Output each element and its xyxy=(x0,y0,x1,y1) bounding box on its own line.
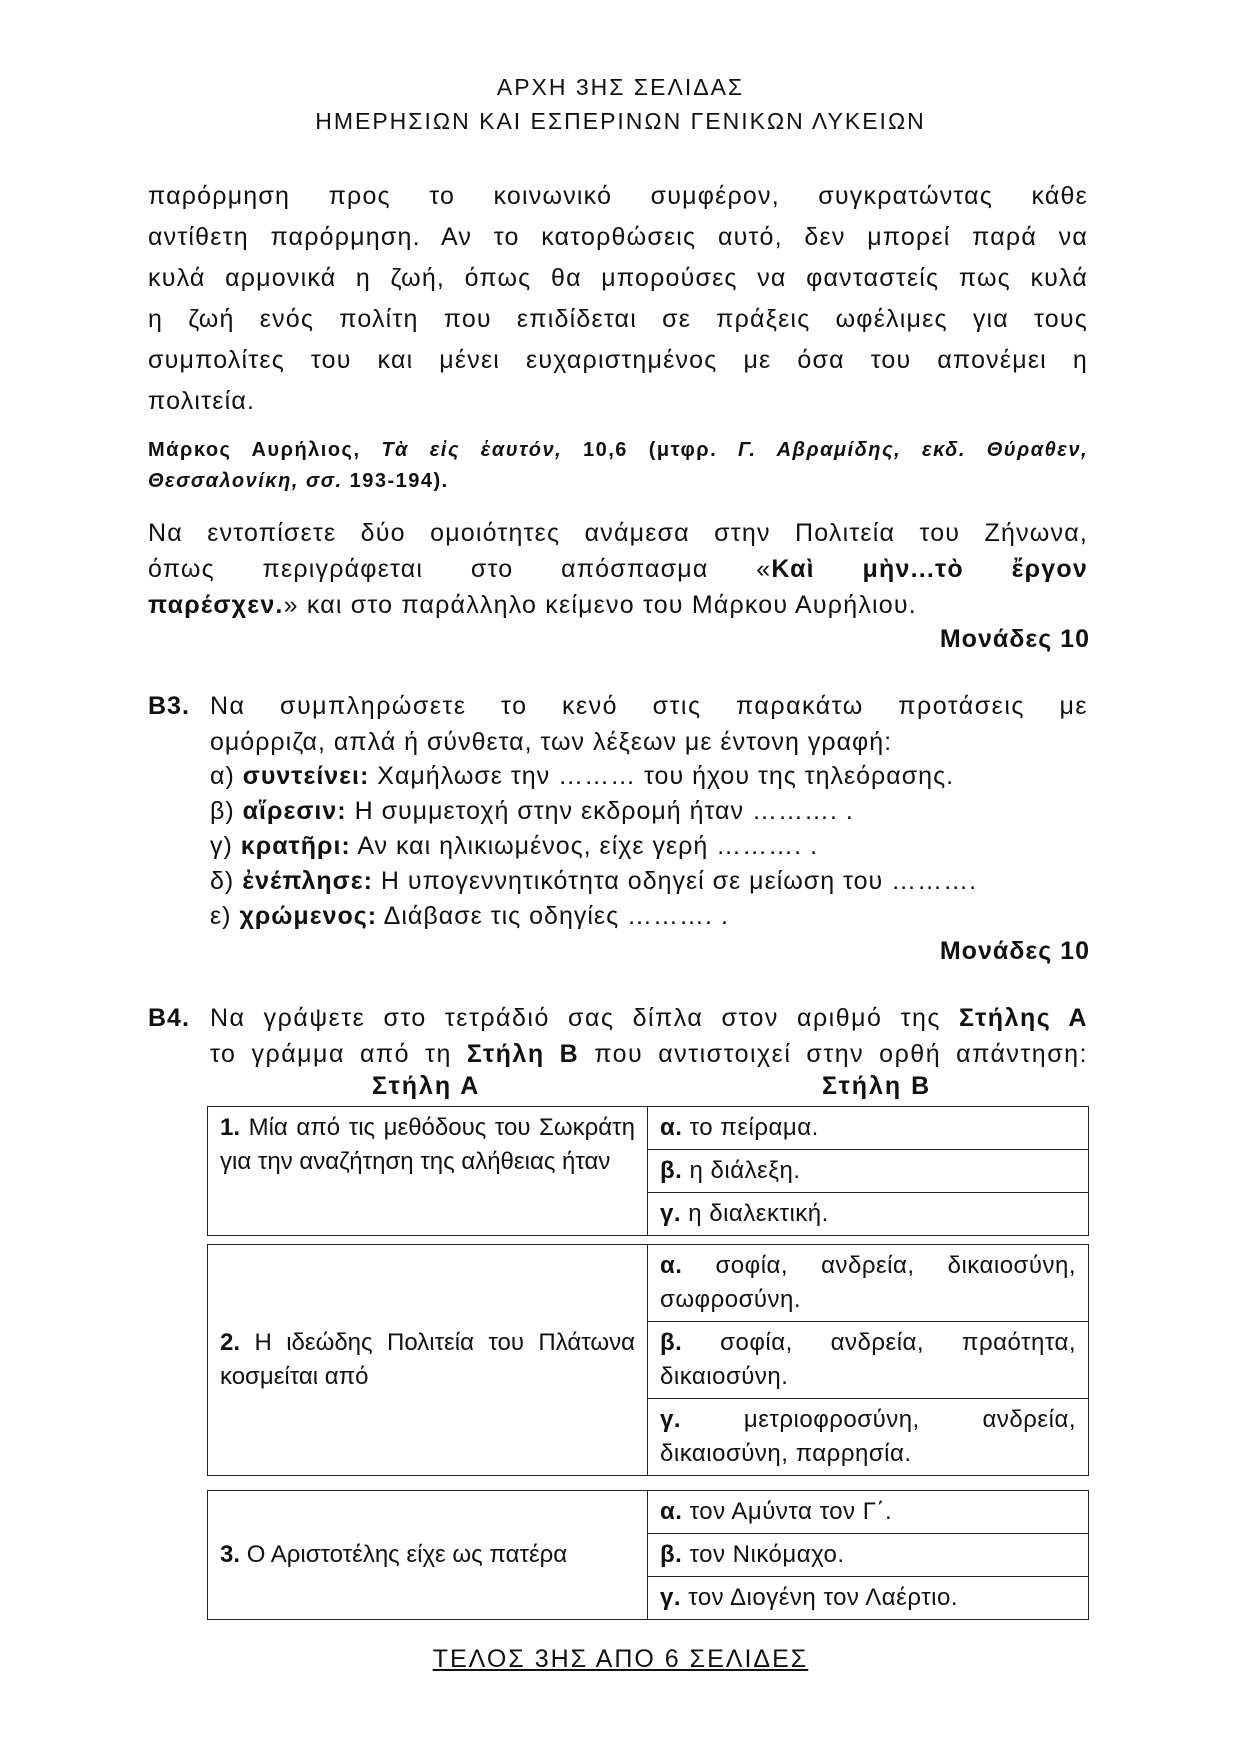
table-1-option: γ. η διαλεκτική. xyxy=(648,1193,1089,1236)
table-1-prompt: 1. Μία από τις μεθόδους του Σωκράτη για την αναζήτηση της αλήθειας ήταν xyxy=(208,1107,648,1236)
page-header-line-2: ΗΜΕΡΗΣΙΩΝ ΚΑΙ ΕΣΠΕΡΙΝΩΝ ΓΕΝΙΚΩΝ ΛΥΚΕΙΩΝ xyxy=(315,108,926,134)
passage-line: πολιτεία. xyxy=(148,387,256,415)
b3-number: Β3. xyxy=(148,692,190,720)
b4-number: Β4. xyxy=(148,1004,190,1032)
passage-line: αντίθετη παρόρμηση. Αν το κατορθώσεις αυτό, δεν μπορεί παρά να xyxy=(148,223,1088,251)
table-3-option: γ. τον Διογένη τον Λαέρτιο. xyxy=(648,1577,1089,1620)
table-3-option: α. τον Αμύντα τον Γ΄. xyxy=(648,1491,1089,1534)
b3-item: β) αἵρεσιν: Η συμμετοχή στην εκδρομή ήταν ………. . xyxy=(210,797,854,825)
b3-instruction-line-2: ομόρριζα, απλά ή σύνθετα, των λέξεων με έντονη γραφή: xyxy=(210,728,893,756)
source-translator: Γ. Αβραμίδης, εκδ. Θύραθεν, xyxy=(738,439,1088,461)
table-2-option: α. σοφία, ανδρεία, δικαιοσύνη, σωφροσύνη. xyxy=(648,1245,1089,1322)
matching-table-1 xyxy=(207,1106,1089,1236)
b3-item: γ) κρατῆρι: Αν και ηλικιωμένος, είχε γερή ………. . xyxy=(210,832,819,860)
b2-question-line-1: Να εντοπίσετε δύο ομοιότητες ανάμεσα στην Πολιτεία του Ζήνωνα, xyxy=(148,519,1088,547)
page-header-line-1: ΑΡΧΗ 3ΗΣ ΣΕΛΙΔΑΣ xyxy=(496,74,745,100)
b2-quote-bold-end: παρέσχεν. xyxy=(148,591,284,619)
b3-units: Μονάδες 10 xyxy=(939,937,1090,965)
b2-question-line-2: όπως περιγράφεται στο απόσπασμα «Καὶ μὴν...τὸ ἔργον xyxy=(148,555,1088,583)
b4-instruction-line-1: Να γράψετε στο τετράδιό σας δίπλα στον αριθμό της Στήλης Α xyxy=(210,1004,1088,1032)
source-citation xyxy=(148,435,1088,466)
table-2-prompt: 2. Η ιδεώδης Πολιτεία του Πλάτωνα κοσμείται από xyxy=(208,1245,648,1476)
passage-line: η ζωή ενός πολίτη που επιδίδεται σε πράξεις ωφέλιμες για τους xyxy=(148,305,1088,333)
matching-table-3 xyxy=(207,1490,1089,1620)
b3-instruction-line-1: Να συμπληρώσετε το κενό στις παρακάτω προτάσεις με xyxy=(210,692,1088,720)
passage-line: κυλά αρμονικά η ζωή, όπως θα μπορούσες να φανταστείς πως κυλά xyxy=(148,264,1088,292)
b3-item: ε) χρώμενος: Διάβασε τις οδηγίες ………. . xyxy=(210,902,729,930)
b4-instruction-line-2: το γράμμα από τη Στήλη Β που αντιστοιχεί στην ορθή απάντηση: xyxy=(210,1040,1088,1068)
source-pages: 193-194). xyxy=(349,470,449,492)
table-2-option: γ. μετριοφροσύνη, ανδρεία, δικαιοσύνη, παρρησία. xyxy=(648,1399,1089,1476)
b2-question-line-3: παρέσχεν.» και στο παράλληλο κείμενο του Μάρκου Αυρήλιου. xyxy=(148,591,917,619)
source-ref: 10,6 (μτφρ. xyxy=(582,439,718,461)
column-b-header: Στήλη Β xyxy=(822,1072,932,1100)
table-3-option: β. τον Νικόμαχο. xyxy=(648,1534,1089,1577)
column-a-header: Στήλη Α xyxy=(372,1072,481,1100)
source-place: Θεσσαλονίκη, σσ. xyxy=(148,470,343,492)
b2-quote-bold: Καὶ μὴν...τὸ ἔργον xyxy=(771,555,1088,583)
source-work: Τὰ εἰς ἑαυτόν, xyxy=(381,439,563,461)
passage-line: συμπολίτες του και μένει ευχαριστημένος με όσα του απονέμει η xyxy=(148,346,1088,374)
source-citation-line-2 xyxy=(148,466,1088,497)
b2-units: Μονάδες 10 xyxy=(939,625,1090,653)
table-2-option: β. σοφία, ανδρεία, πραότητα, δικαιοσύνη. xyxy=(648,1322,1089,1399)
passage-line: παρόρμηση προς το κοινωνικό συμφέρον, συγκρατώντας κάθε xyxy=(148,182,1088,210)
page-footer: ΤΕΛΟΣ 3ΗΣ ΑΠΟ 6 ΣΕΛΙΔΕΣ xyxy=(432,1645,809,1673)
source-author: Μάρκος Αυρήλιος, xyxy=(148,439,361,461)
matching-table-2 xyxy=(207,1244,1089,1476)
table-1-option: α. το πείραμα. xyxy=(648,1107,1089,1150)
table-1-option: β. η διάλεξη. xyxy=(648,1150,1089,1193)
b3-item: δ) ἐνέπλησε: Η υπογεννητικότητα οδηγεί σε μείωση του ………. xyxy=(210,867,978,895)
table-3-prompt: 3. Ο Αριστοτέλης είχε ως πατέρα xyxy=(208,1491,648,1620)
b3-item: α) συντείνει: Χαμήλωσε την ……… του ήχου της τηλεόρασης. xyxy=(210,762,955,790)
